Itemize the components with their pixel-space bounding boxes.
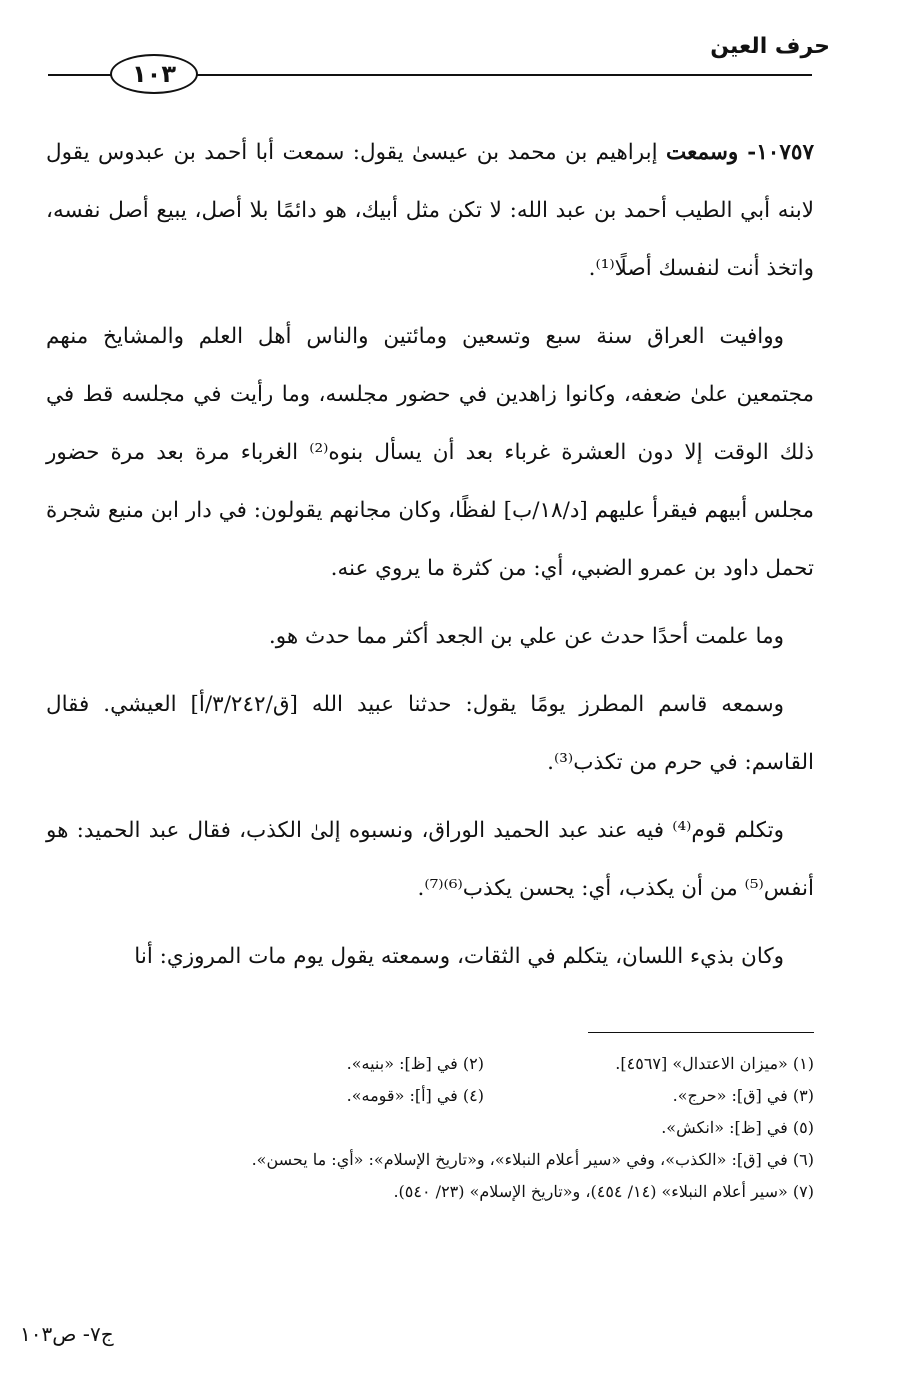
footnote-4: (٤) في [أ]: «قومه».	[346, 1086, 484, 1105]
footnote-1: (١) «ميزان الاعتدال» [٤٥٦٧].	[615, 1054, 814, 1073]
footnote-row	[60, 1048, 814, 1080]
paragraph-5: وتكلم قوم⁽⁴⁾ فيه عند عبد الحميد الوراق، ونسبوه إلىٰ الكذب، فقال عبد الحميد: هو أنفس⁽⁵⁾ من أن يكذب، أي: يحسن يكذب⁽⁶⁾⁽⁷⁾.	[46, 818, 814, 901]
entry-number: ١٠٧٥٧- وسمعت	[665, 140, 814, 165]
footnotes	[60, 1048, 814, 1208]
volume-page-reference: ج٧- ص١٠٣	[20, 1322, 114, 1346]
paragraph-6: وكان بذيء اللسان، يتكلم في الثقات، وسمعته يقول يوم مات المروزي: أنا	[134, 944, 784, 969]
footnote-7: (٧) «سير أعلام النبلاء» (١٤/ ٤٥٤)، و«تاريخ الإسلام» (٢٣/ ٥٤٠).	[393, 1182, 814, 1201]
paragraph-1: إبراهيم بن محمد بن عيسىٰ يقول: سمعت أبا أحمد بن عبدوس يقول لابنه أبي الطيب أحمد بن عبد الله: لا تكن مثل أبيك، هو دائمًا بلا أصل، يبيع أصل نفسه، واتخذ أنت لنفسك أصلًا⁽¹⁾.	[46, 140, 814, 281]
footnote-6: (٦) في [ق]: «الكذب»، وفي «سير أعلام النبلاء»، و«تاريخ الإسلام»: «أي: ما يحسن».	[251, 1150, 814, 1169]
footnote-5: (٥) في [ظ]: «انكش».	[661, 1118, 814, 1137]
footnote-row	[60, 1080, 814, 1112]
footnote-separator	[588, 1032, 814, 1033]
main-text	[46, 124, 814, 986]
entry-paragraph	[46, 124, 814, 298]
paragraph-3: وما علمت أحدًا حدث عن علي بن الجعد أكثر مما حدث هو.	[268, 624, 784, 649]
footnote-3: (٣) في [ق]: «حرج».	[672, 1086, 814, 1105]
paragraph-2: ووافيت العراق سنة سبع وتسعين ومائتين والناس أهل العلم والمشايخ منهم مجتمعين علىٰ ضعفه، وكانوا زاهدين في حضور مجلسه، وما رأيت في مجلسه قط في ذلك الوقت إلا دون العشرة غرباء بعد أن يسأل بنوه⁽²⁾ الغرباء مرة بعد مرة حضور مجلس أبيهم فيقرأ عليهم [د/١٨/ب] لفظًا، وكان مجانهم يقولون: في دار ابن منيع شجرة تحمل داود بن عمرو الضبي، أي: من كثرة ما يروي عنه.	[46, 324, 814, 581]
footnote-2: (٢) في [ظ]: «بنيه».	[346, 1054, 484, 1073]
page-number-badge	[110, 54, 198, 94]
page-number: ١٠٣	[132, 60, 176, 88]
running-header-title: حرف العين	[710, 34, 830, 59]
paragraph-4: وسمعه قاسم المطرز يومًا يقول: حدثنا عبيد الله [ق/٣/٢٤٢/أ] العيشي. فقال القاسم: في حرم من تكذب⁽³⁾.	[46, 692, 814, 775]
